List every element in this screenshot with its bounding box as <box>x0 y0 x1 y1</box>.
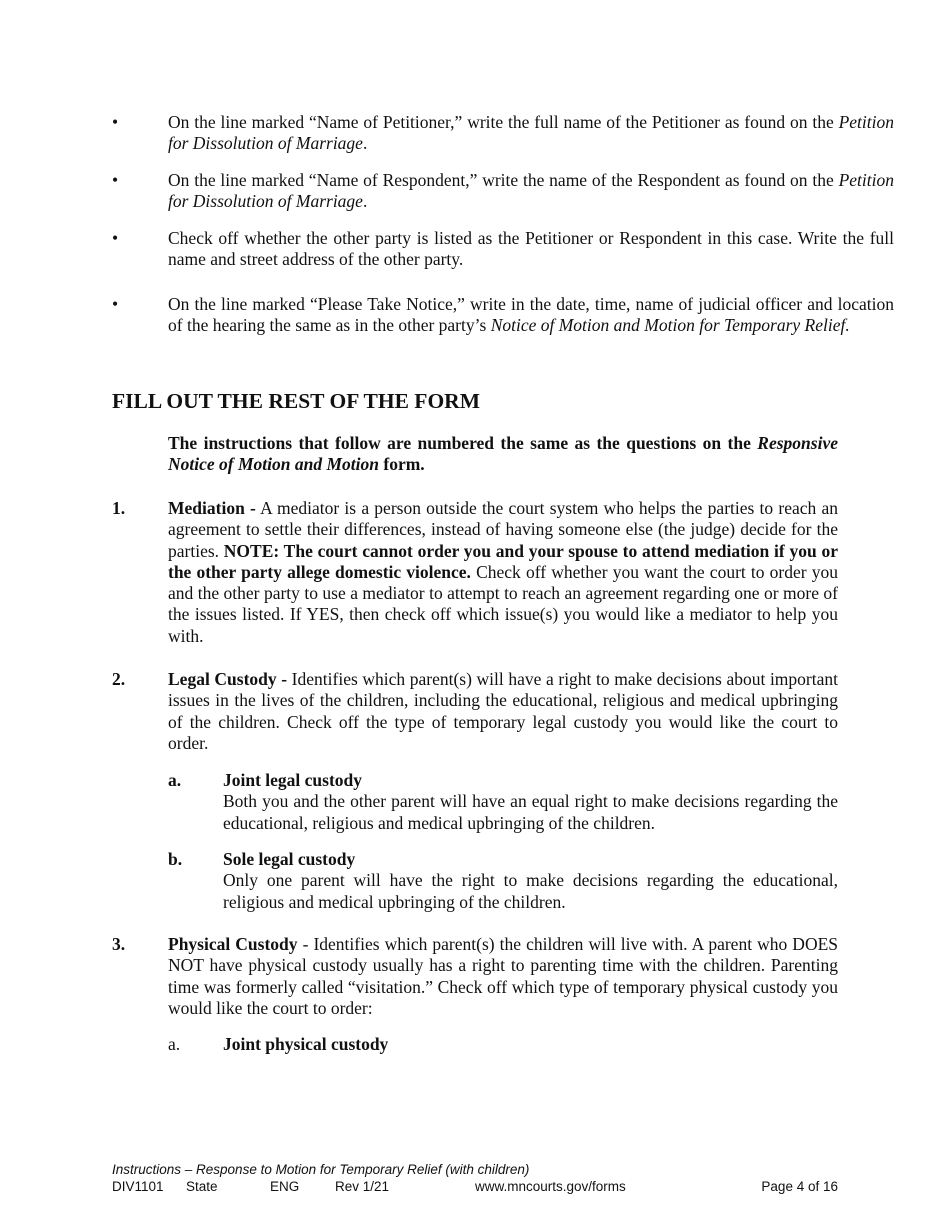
footer-revision: Rev 1/21 <box>335 1179 390 1194</box>
sub-item-text: Both you and the other parent will have an equal right to make decisions regarding the educational, religious and medical upbringing of the children. <box>223 791 838 833</box>
footer-url[interactable]: www.mncourts.gov/forms <box>475 1179 626 1194</box>
bullet-symbol: • <box>112 112 119 132</box>
instruction-bullet <box>112 294 894 337</box>
footer-meta <box>112 1179 838 1197</box>
bullet-symbol: • <box>112 228 119 248</box>
item-text: Legal Custody - Identifies which parent(s) will have a right to make decisions about important issues in the lives of the children, including the educational, religious and medical upbringing of the children. Check off the type of temporary legal custody you would like the court to order. <box>168 669 838 753</box>
item-number: 3. <box>112 934 126 954</box>
section-heading: FILL OUT THE REST OF THE FORM <box>112 389 480 413</box>
sub-item-joint-legal <box>112 770 838 834</box>
footer-form-id: DIV1101 <box>112 1179 164 1194</box>
numbered-item-mediation <box>112 498 838 647</box>
instruction-bullet <box>112 228 894 271</box>
bullet-text: Check off whether the other party is listed as the Petitioner or Respondent in this case. Write the full name and street address of the other party. <box>168 228 894 270</box>
item-number: 2. <box>112 669 126 689</box>
footer-language: ENG <box>270 1179 300 1194</box>
sub-item-joint-physical <box>112 1034 838 1055</box>
numbered-item-legal-custody <box>112 669 838 754</box>
item-text: Physical Custody - Identifies which parent(s) the children will live with. A parent who DOES NOT have physical custody usually has a right to parenting time with the children. Parenting time was formerly called “visitation.” Check off which type of temporary physical custody you would like the court to order: <box>168 934 839 1018</box>
bullet-text: On the line marked “Please Take Notice,” write in the date, time, name of judicial officer and location of the hearing the same as in the other party’s Notice of Motion and Motion for Temporary Relief. <box>168 294 894 336</box>
bullet-symbol: • <box>112 170 119 190</box>
numbered-item-physical-custody <box>112 934 838 1019</box>
footer-page-number: Page 4 of 16 <box>761 1179 838 1194</box>
bullet-symbol: • <box>112 294 119 314</box>
sub-item-sole-legal <box>112 849 838 913</box>
sub-item-letter: a. <box>168 1034 181 1054</box>
sub-item-letter: a. <box>168 770 182 790</box>
sub-item-title: Sole legal custody <box>223 849 356 869</box>
bullet-text: On the line marked “Name of Respondent,” write the name of the Respondent as found on the Petition for Dissolution of Marriage. <box>168 170 894 212</box>
item-number: 1. <box>112 498 126 518</box>
sub-item-text: Only one parent will have the right to make decisions regarding the educational, religious and medical upbringing of the children. <box>223 870 838 912</box>
instruction-bullet <box>112 112 894 155</box>
sub-item-title: Joint physical custody <box>223 1034 389 1054</box>
section-intro: The instructions that follow are numbered the same as the questions on the Responsive Notice of Motion and Motion form. <box>168 433 838 475</box>
page-footer <box>112 1162 838 1197</box>
bullet-text: On the line marked “Name of Petitioner,” write the full name of the Petitioner as found on the Petition for Dissolution of Marriage. <box>168 112 894 154</box>
footer-title: Instructions – Response to Motion for Temporary Relief (with children) <box>112 1162 530 1177</box>
sub-item-letter: b. <box>168 849 183 869</box>
footer-jurisdiction: State <box>186 1179 218 1194</box>
sub-item-title: Joint legal custody <box>223 770 363 790</box>
instruction-bullet <box>112 170 894 213</box>
item-text: Mediation - A mediator is a person outside the court system who helps the parties to reach an agreement to settle their differences, instead of having someone else (the judge) decide for the parties. NOTE: The court cannot order you and your spouse to attend mediation if you or the other party allege domestic violence. Check off whether you want the court to order you and the other party to use a mediator to attempt to reach an agreement regarding one or more of the issues listed. If YES, then check off which issue(s) you would like a mediator to help you with. <box>168 498 839 646</box>
